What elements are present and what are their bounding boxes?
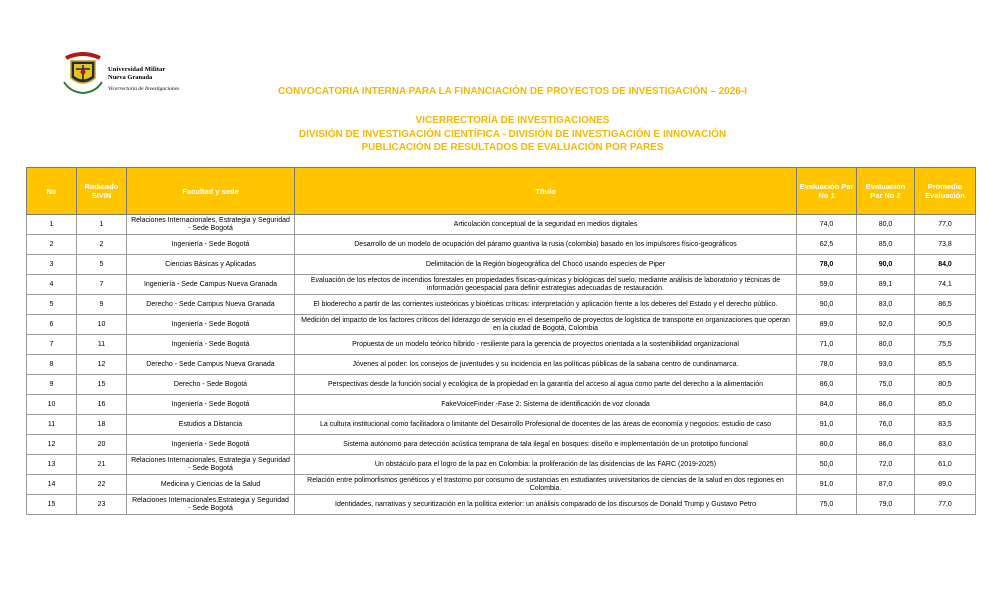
cell-no: 15: [27, 495, 77, 515]
cell-promedio: 85,0: [915, 395, 976, 415]
cell-promedio: 83,0: [915, 435, 976, 455]
cell-titulo: Desarrollo de un modelo de ocupación del páramo guantiva la rusia (colombia) basado en los impulsores físico-geográficos: [295, 235, 797, 255]
cell-radicado: 9: [77, 295, 127, 315]
table-row: [27, 335, 976, 355]
cell-no: 8: [27, 355, 77, 375]
cell-titulo: Sistema autónomo para detección acústica temprana de tala ilegal en bosques: diseño e implementación de un prototipo funcional: [295, 435, 797, 455]
cell-radicado: 22: [77, 475, 127, 495]
cell-facultad: Estudios a Distancia: [127, 415, 295, 435]
cell-no: 3: [27, 255, 77, 275]
cell-promedio: 85,5: [915, 355, 976, 375]
cell-promedio: 61,0: [915, 455, 976, 475]
cell-facultad: Derecho - Sede Bogotá: [127, 375, 295, 395]
cell-titulo: Medición del impacto de los factores críticos del liderazgo de servicio en el desempeño de proyectos de logística de transporte en organizaciones que operan en la ciudad de Bogotá, Colombia: [295, 315, 797, 335]
cell-promedio: 77,0: [915, 215, 976, 235]
cell-radicado: 15: [77, 375, 127, 395]
cell-facultad: Relaciones Internacionales, Estrategia y Seguridad - Sede Bogotá: [127, 455, 295, 475]
cell-titulo: El bioderecho a partir de las corrientes iusteóricas y bioéticas críticas: interpretación y aplicación frente a los deberes del Estado y el derecho público.: [295, 295, 797, 315]
logo-line-3: Vicerrectoría de Investigaciones: [108, 86, 180, 92]
cell-eval-2: 86,0: [857, 395, 915, 415]
table-row: [27, 235, 976, 255]
cell-titulo: Evaluación de los efectos de incendios forestales en propiedades físicas-químicas y biológicas del suelo, mediante análisis de laboratorio y técnicas de información geoespacial para definir estrategias adecuadas de restauración.: [295, 275, 797, 295]
cell-titulo: Propuesta de un modelo teórico híbrido - resiliente para la gerencia de proyectos orientada a la sostenibilidad organizacional: [295, 335, 797, 355]
cell-no: 7: [27, 335, 77, 355]
table-header-row: [27, 168, 976, 215]
cell-no: 1: [27, 215, 77, 235]
table-row: [27, 275, 976, 295]
table-row: [27, 315, 976, 335]
header-line-3: PUBLICACIÓN DE RESULTADOS DE EVALUACIÓN POR PARES: [361, 142, 664, 153]
col-header-titulo: Título: [295, 168, 797, 215]
cell-eval-1: 91,0: [797, 415, 857, 435]
cell-eval-2: 92,0: [857, 315, 915, 335]
cell-promedio: 74,1: [915, 275, 976, 295]
cell-promedio: 83,5: [915, 415, 976, 435]
document-title: CONVOCATORIA INTERNA PARA LA FINANCIACIÓN DE PROYECTOS DE INVESTIGACIÓN – 2026-I: [278, 86, 747, 97]
col-header-no: No: [27, 168, 77, 215]
cell-facultad: Ingeniería - Sede Campus Nueva Granada: [127, 275, 295, 295]
cell-eval-1: 90,0: [797, 295, 857, 315]
cell-promedio: 73,8: [915, 235, 976, 255]
cell-eval-1: 50,0: [797, 455, 857, 475]
cell-eval-1: 91,0: [797, 475, 857, 495]
cell-eval-2: 89,1: [857, 275, 915, 295]
cell-no: 13: [27, 455, 77, 475]
cell-facultad: Relaciones Internacionales,Estrategia y Seguridad - Sede Bogotá: [127, 495, 295, 515]
cell-eval-2: 79,0: [857, 495, 915, 515]
table-row: [27, 495, 976, 515]
cell-radicado: 18: [77, 415, 127, 435]
table-row: [27, 475, 976, 495]
cell-eval-2: 86,0: [857, 435, 915, 455]
table-row: [27, 215, 976, 235]
col-header-facultad: Facultad y sede: [127, 168, 295, 215]
cell-eval-1: 84,0: [797, 395, 857, 415]
cell-eval-2: 80,0: [857, 215, 915, 235]
table-row: [27, 375, 976, 395]
cell-radicado: 16: [77, 395, 127, 415]
cell-eval-1: 80,0: [797, 435, 857, 455]
cell-radicado: 5: [77, 255, 127, 275]
cell-titulo: Delimitación de la Región biogeográfica del Chocó usando especies de Piper: [295, 255, 797, 275]
cell-radicado: 11: [77, 335, 127, 355]
cell-eval-1: 59,0: [797, 275, 857, 295]
cell-eval-1: 78,0: [797, 255, 857, 275]
header-line-2: DIVISIÓN DE INVESTIGACIÓN CIENTÍFICA - DIVISIÓN DE INVESTIGACIÓN E INNOVACIÓN: [298, 129, 727, 140]
table-row: [27, 395, 976, 415]
cell-radicado: 20: [77, 435, 127, 455]
cell-eval-2: 76,0: [857, 415, 915, 435]
cell-facultad: Ingeniería - Sede Bogotá: [127, 315, 295, 335]
table-row: [27, 295, 976, 315]
cell-no: 10: [27, 395, 77, 415]
cell-titulo: FakeVoiceFinder -Fase 2: Sistema de identificación de voz clonada: [295, 395, 797, 415]
cell-facultad: Medicina y Ciencias de la Salud: [127, 475, 295, 495]
cell-eval-1: 78,0: [797, 355, 857, 375]
cell-radicado: 23: [77, 495, 127, 515]
cell-promedio: 90,5: [915, 315, 976, 335]
cell-eval-2: 90,0: [857, 255, 915, 275]
cell-promedio: 84,0: [915, 255, 976, 275]
results-table: [26, 167, 976, 515]
cell-no: 6: [27, 315, 77, 335]
cell-eval-1: 86,0: [797, 375, 857, 395]
cell-facultad: Ingeniería - Sede Bogotá: [127, 235, 295, 255]
cell-eval-2: 80,0: [857, 335, 915, 355]
cell-no: 5: [27, 295, 77, 315]
cell-titulo: Relación entre polimorfismos genéticos y el trastorno por consumo de sustancias en estudiantes universitarios de ciencias de la salud en dos regiones en Colombia.: [295, 475, 797, 495]
cell-eval-2: 93,0: [857, 355, 915, 375]
cell-facultad: Ciencias Básicas y Aplicadas: [127, 255, 295, 275]
cell-no: 11: [27, 415, 77, 435]
cell-facultad: Relaciones Internacionales, Estrategia y Seguridad - Sede Bogotá: [127, 215, 295, 235]
cell-titulo: Articulación conceptual de la seguridad en medios digitales: [295, 215, 797, 235]
table-row: [27, 355, 976, 375]
cell-no: 4: [27, 275, 77, 295]
col-header-radicado: Radicado SIVIN: [77, 168, 127, 215]
cell-titulo: Identidades, narrativas y securitización en la política exterior: un análisis comparado de los discursos de Donald Trump y Gustavo Petro: [295, 495, 797, 515]
cell-radicado: 21: [77, 455, 127, 475]
cell-facultad: Derecho - Sede Campus Nueva Granada: [127, 355, 295, 375]
cell-titulo: Jóvenes al poder: los consejos de juventudes y su incidencia en las políticas públicas de la sabana centro de cundinamarca.: [295, 355, 797, 375]
table-row: [27, 415, 976, 435]
col-header-eval-2: Evaluación Par No 2: [857, 168, 915, 215]
cell-radicado: 10: [77, 315, 127, 335]
cell-facultad: Ingeniería - Sede Bogotá: [127, 435, 295, 455]
col-header-eval-1: Evaluación Par No 1: [797, 168, 857, 215]
cell-facultad: Derecho - Sede Campus Nueva Granada: [127, 295, 295, 315]
cell-eval-1: 75,0: [797, 495, 857, 515]
table-row: [27, 255, 976, 275]
cell-eval-2: 87,0: [857, 475, 915, 495]
cell-no: 2: [27, 235, 77, 255]
cell-titulo: Un obstáculo para el logro de la paz en Colombia: la proliferación de las disidencias de las FARC (2019-2025): [295, 455, 797, 475]
cell-facultad: Ingeniería - Sede Bogotá: [127, 335, 295, 355]
cell-eval-1: 89,0: [797, 315, 857, 335]
cell-eval-2: 83,0: [857, 295, 915, 315]
cell-eval-2: 75,0: [857, 375, 915, 395]
cell-promedio: 80,5: [915, 375, 976, 395]
cell-eval-2: 72,0: [857, 455, 915, 475]
logo-line-2: Nueva Granada: [108, 74, 153, 81]
cell-titulo: La cultura institucional como facilitadora o limitante del Desarrollo Profesional de docentes de las áreas de economía y negocios: estudio de caso: [295, 415, 797, 435]
cell-radicado: 1: [77, 215, 127, 235]
cell-radicado: 12: [77, 355, 127, 375]
cell-facultad: Ingeniería - Sede Bogotá: [127, 395, 295, 415]
cell-no: 9: [27, 375, 77, 395]
header-line-1: VICERRECTORÍA DE INVESTIGACIONES: [415, 115, 610, 126]
cell-promedio: 86,5: [915, 295, 976, 315]
cell-radicado: 2: [77, 235, 127, 255]
cell-titulo: Perspectivas desde la función social y ecológica de la propiedad en la garantía del acceso al agua como parte del derecho a la alimentación: [295, 375, 797, 395]
cell-promedio: 89,0: [915, 475, 976, 495]
col-header-promedio: Promedio Evaluación: [915, 168, 976, 215]
table-row: [27, 435, 976, 455]
cell-eval-1: 62,5: [797, 235, 857, 255]
cell-eval-2: 85,0: [857, 235, 915, 255]
cell-no: 12: [27, 435, 77, 455]
logo-line-1: Universidad Militar: [108, 66, 166, 73]
table-row: [27, 455, 976, 475]
cell-promedio: 75,5: [915, 335, 976, 355]
cell-eval-1: 74,0: [797, 215, 857, 235]
cell-no: 14: [27, 475, 77, 495]
cell-eval-1: 71,0: [797, 335, 857, 355]
cell-promedio: 77,0: [915, 495, 976, 515]
cell-radicado: 7: [77, 275, 127, 295]
